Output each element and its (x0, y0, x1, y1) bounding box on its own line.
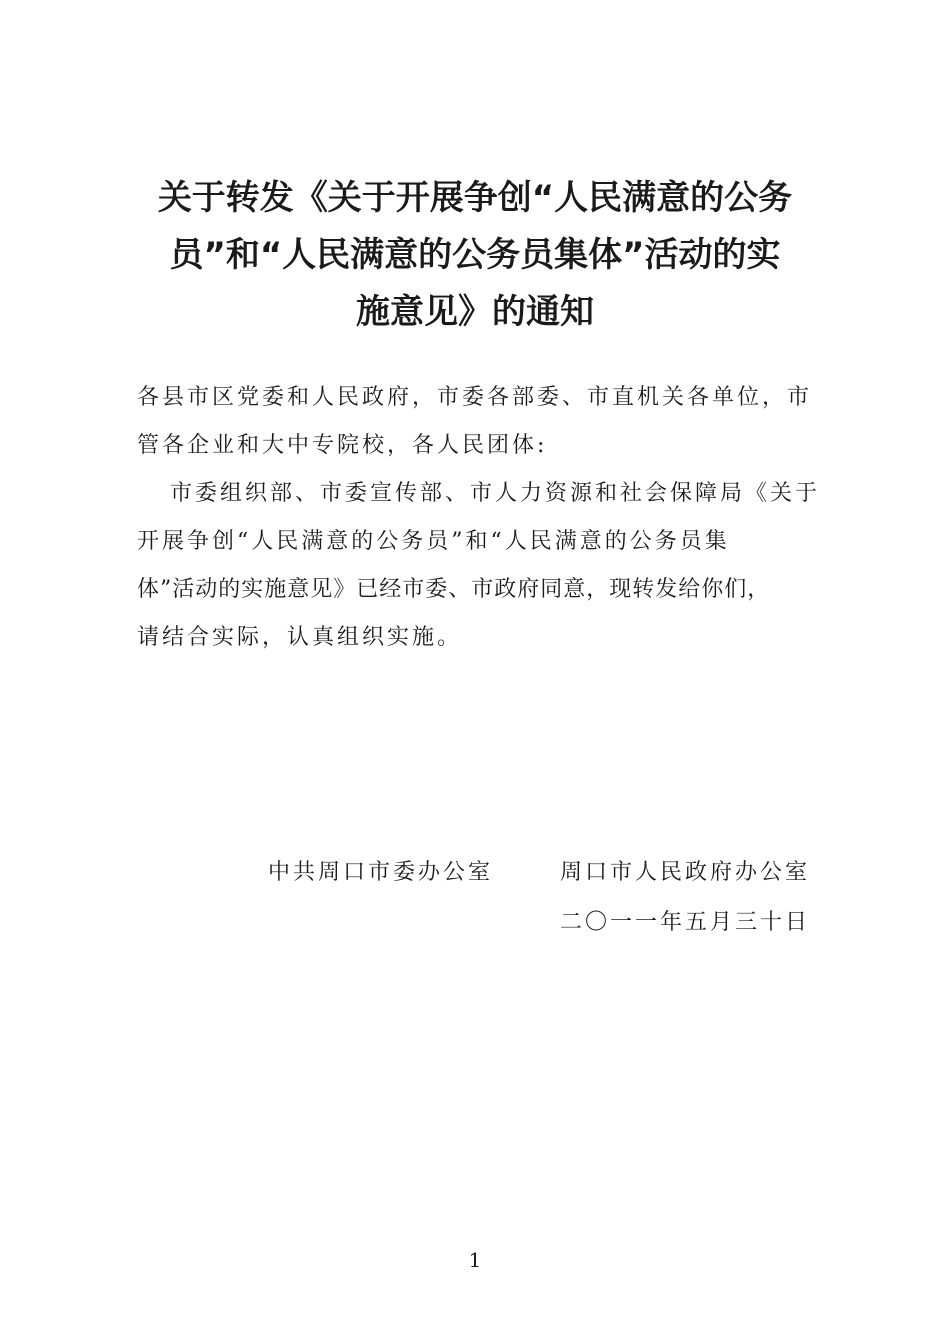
page-number: 1 (468, 1248, 482, 1272)
issuer-government-office: 周口市人民政府办公室 (560, 860, 811, 885)
issuer-party-office: 中共周口市委办公室 (268, 860, 494, 885)
title-line: 员”和“人民满意的公务员集体”活动的实 (169, 235, 781, 275)
salutation-line: 管各企业和大中专院校，各人民团体: (137, 433, 548, 458)
title-line: 施意见》的通知 (356, 292, 594, 332)
salutation-line: 各县市区党委和人民政府，市委各部委、市直机关各单位，市 (137, 385, 813, 410)
body-line: 体”活动的实施意见》已经市委、市政府同意，现转发给你们， (137, 577, 771, 602)
body-paragraph (137, 470, 821, 662)
document-title (120, 170, 830, 341)
body-line: 请结合实际，认真组织实施。 (137, 625, 463, 650)
body-line: 开展争创“人民满意的公务员”和“人民满意的公务员集 (137, 529, 730, 554)
body-line: 市委组织部、市委宣传部、市人力资源和社会保障局《关于 (170, 481, 821, 506)
issue-date: 二〇一一年五月三十日 (560, 910, 811, 935)
title-line: 关于转发《关于开展争创“人民满意的公务 (157, 178, 793, 218)
salutation (137, 374, 817, 470)
